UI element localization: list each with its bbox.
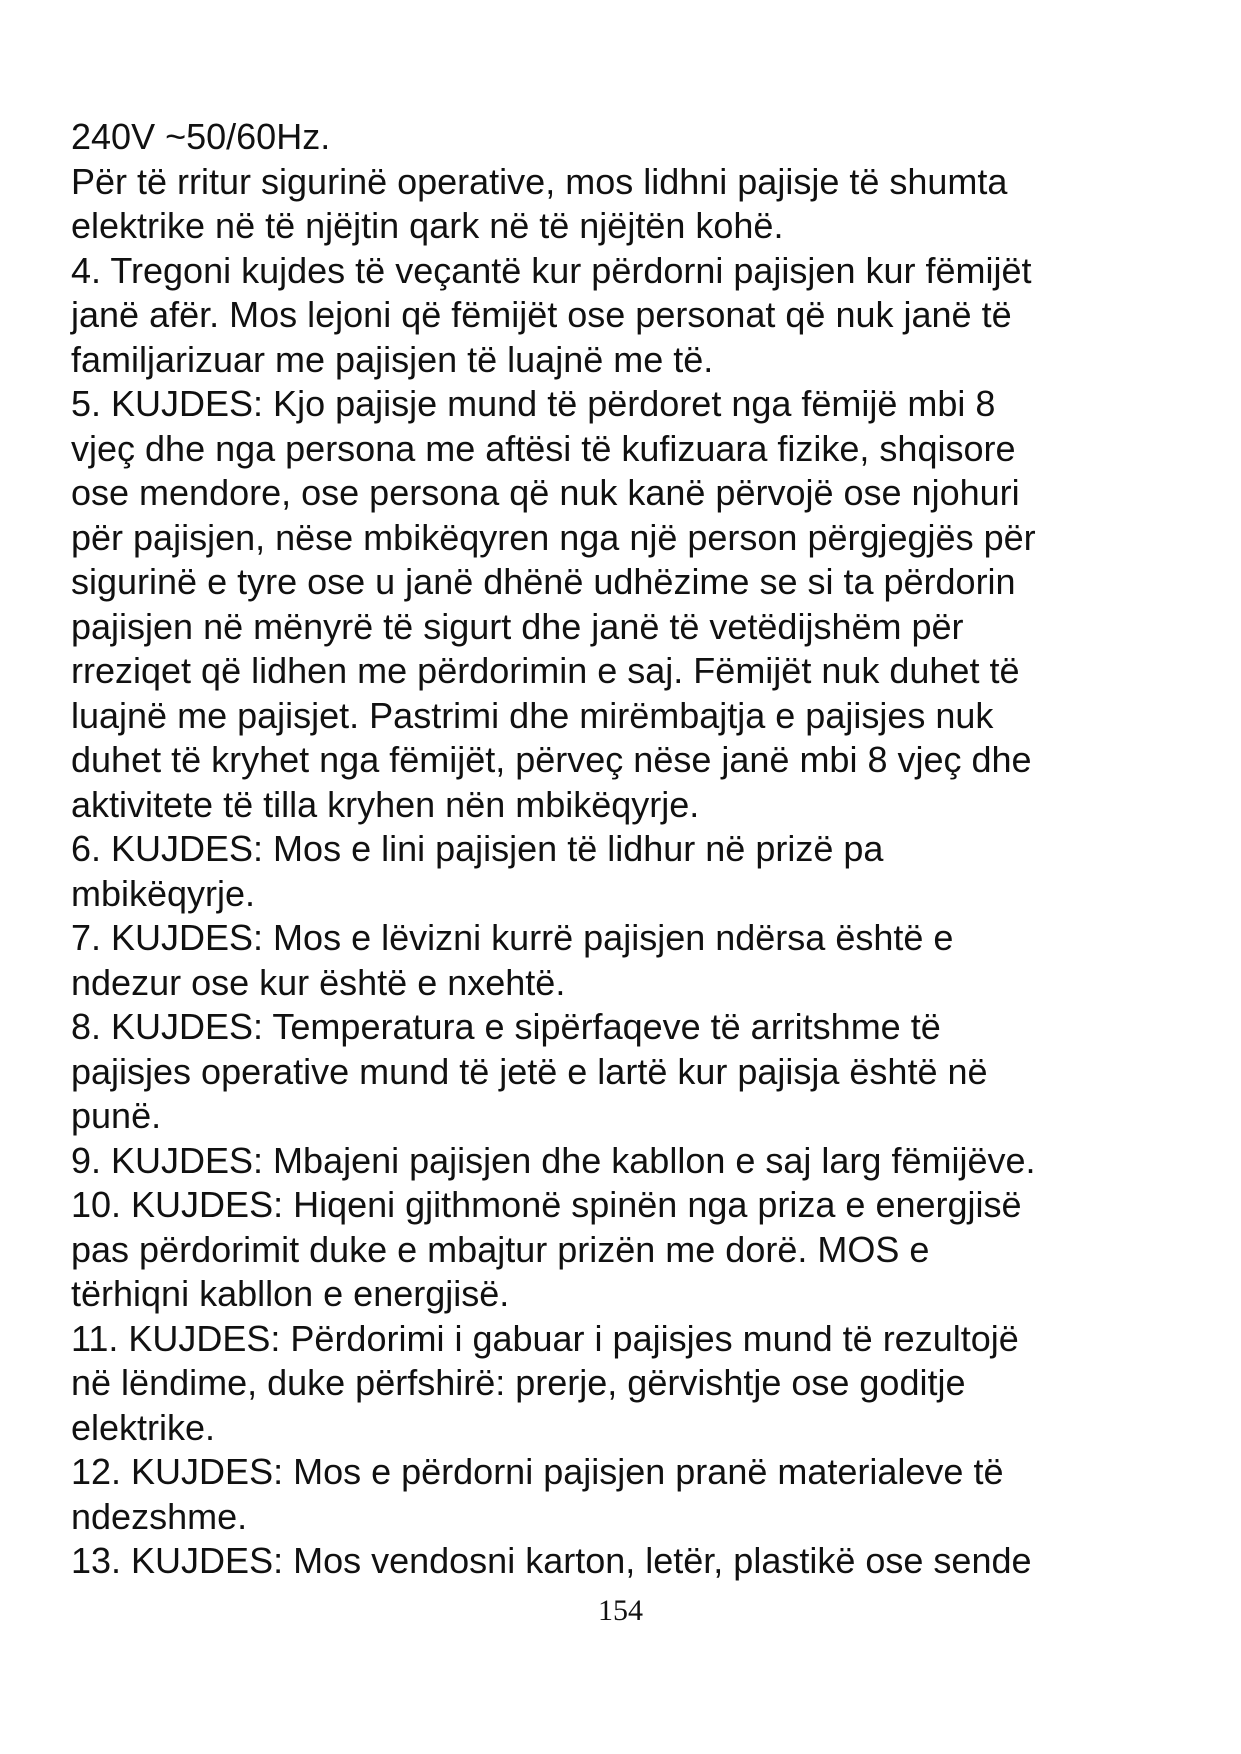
text-line: 10. KUJDES: Hiqeni gjithmonë spinën nga priza e energjisë bbox=[71, 1184, 1022, 1225]
text-line: sigurinë e tyre ose u janë dhënë udhëzime se si ta përdorin bbox=[71, 561, 1016, 602]
text-line: janë afër. Mos lejoni që fëmijët ose personat që nuk janë të bbox=[71, 294, 1012, 335]
text-line: për pajisjen, nëse mbikëqyren nga një person përgjegjës për bbox=[71, 516, 1036, 558]
text-line: familjarizuar me pajisjen të luajnë me të. bbox=[71, 338, 714, 380]
text-line: 6. KUJDES: Mos e lini pajisjen të lidhur në prizë pa bbox=[71, 828, 884, 869]
text-line: pajisjen në mënyrë të sigurt dhe janë të vetëdijshëm për bbox=[71, 605, 964, 647]
text-line: 5. KUJDES: Kjo pajisje mund të përdoret nga fëmijë mbi 8 bbox=[71, 383, 996, 424]
text-line: elektrike. bbox=[71, 1406, 216, 1448]
text-line: 7. KUJDES: Mos e lëvizni kurrë pajisjen ndërsa është e bbox=[71, 917, 954, 958]
text-line: vjeç dhe nga persona me aftësi të kufizuara fizike, shqisore bbox=[71, 427, 1016, 469]
text-line: aktivitete të tilla kryhen nën mbikëqyrje. bbox=[71, 783, 700, 825]
text-line: ose mendore, ose persona që nuk kanë përvojë ose njohuri bbox=[71, 472, 1020, 513]
text-line: mbikëqyrje. bbox=[71, 872, 256, 914]
text-line: ndezshme. bbox=[71, 1495, 248, 1537]
text-line: tërhiqni kabllon e energjisë. bbox=[71, 1273, 510, 1314]
text-line: 9. KUJDES: Mbajeni pajisjen dhe kabllon e saj larg fëmijëve. bbox=[71, 1139, 1036, 1181]
page-number: 154 bbox=[598, 1594, 643, 1627]
text-line: punë. bbox=[71, 1095, 162, 1136]
text-line: pas përdorimit duke e mbajtur prizën me dorë. MOS e bbox=[71, 1228, 930, 1270]
text-line: 4. Tregoni kujdes të veçantë kur përdorni pajisjen kur fëmijët bbox=[71, 249, 1032, 291]
text-line: pajisjes operative mund të jetë e lartë kur pajisja është në bbox=[71, 1050, 988, 1092]
safety-instructions-text bbox=[71, 115, 1181, 1584]
text-line: luajnë me pajisjet. Pastrimi dhe mirëmbajtja e pajisjes nuk bbox=[71, 694, 994, 736]
text-line: ndezur ose kur është e nxehtë. bbox=[71, 961, 566, 1003]
text-line: elektrike në të njëjtin qark në të njëjtën kohë. bbox=[71, 205, 784, 246]
text-line: 13. KUJDES: Mos vendosni karton, letër, plastikë ose sende bbox=[71, 1540, 1032, 1581]
text-line: 240V ~50/60Hz. bbox=[71, 116, 331, 157]
text-line: 12. KUJDES: Mos e përdorni pajisjen pranë materialeve të bbox=[71, 1451, 1004, 1492]
text-line: 11. KUJDES: Përdorimi i gabuar i pajisjes mund të rezultojë bbox=[71, 1317, 1019, 1359]
text-line: duhet të kryhet nga fëmijët, përveç nëse janë mbi 8 vjeç dhe bbox=[71, 739, 1032, 780]
text-line: 8. KUJDES: Temperatura e sipërfaqeve të arritshme të bbox=[71, 1006, 941, 1047]
text-line: në lëndime, duke përfshirë: prerje, gërvishtje ose goditje bbox=[71, 1362, 966, 1403]
text-line: Për të rritur sigurinë operative, mos lidhni pajisje të shumta bbox=[71, 160, 1008, 202]
text-line: rreziqet që lidhen me përdorimin e saj. Fëmijët nuk duhet të bbox=[71, 650, 1020, 691]
